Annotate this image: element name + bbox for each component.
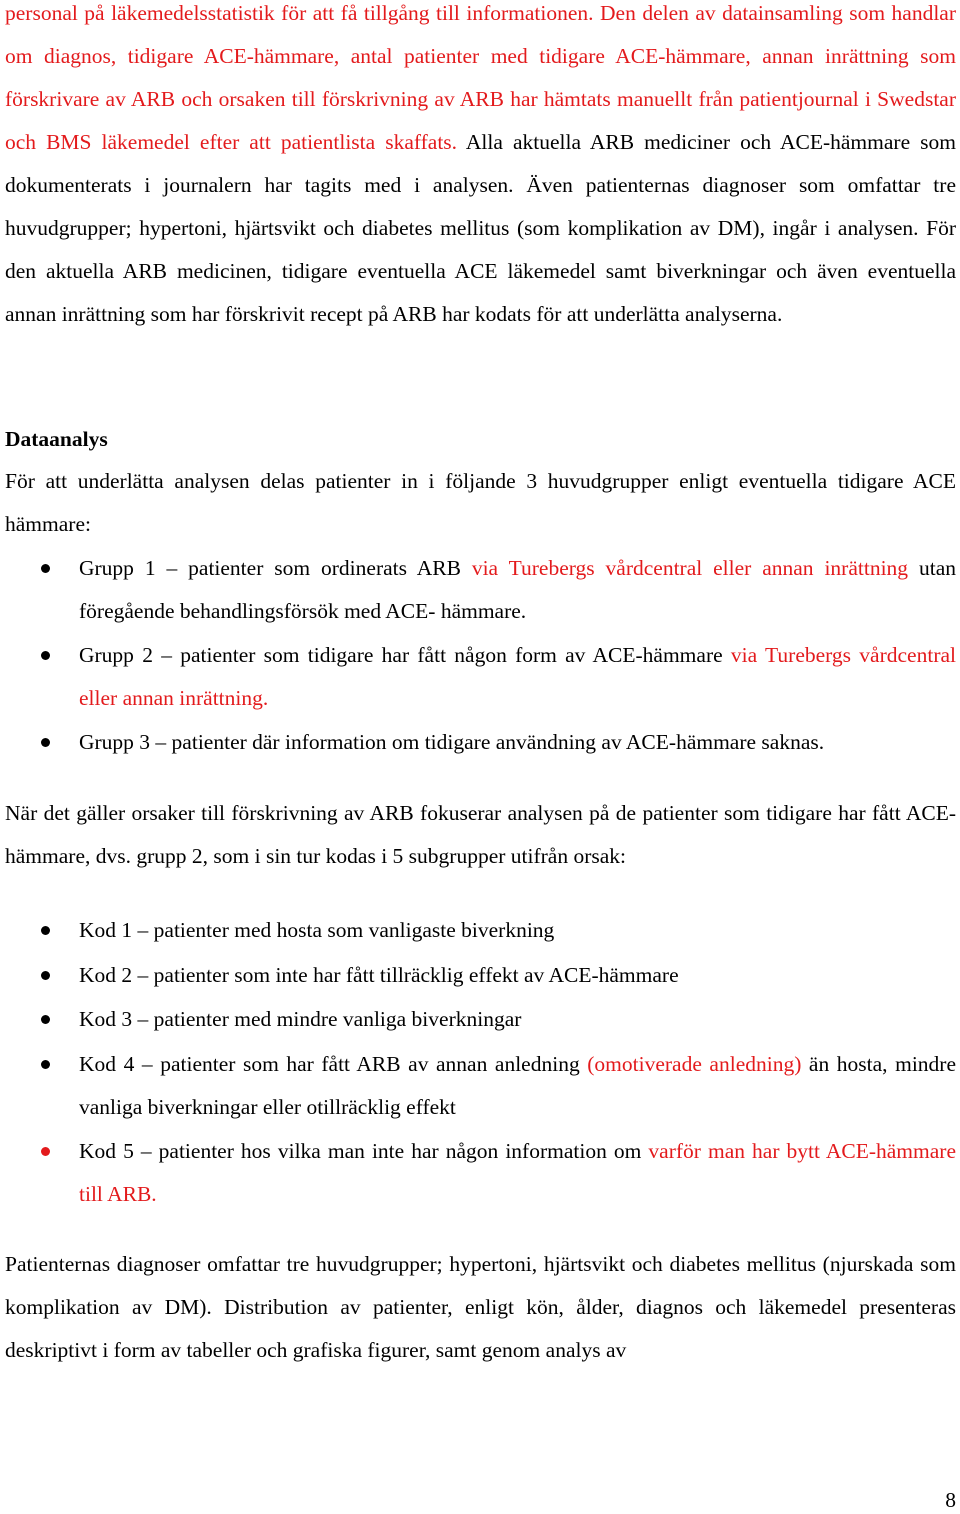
page-number: 8 — [945, 1488, 956, 1512]
list-item-group-1: Grupp 1 – patienter som ordinerats ARB via Turebergs vårdcentral eller annan inrättning utan föregående behandlingsförsök med ACE- hämmare. — [5, 547, 956, 634]
section-heading: Dataanalys — [5, 427, 108, 451]
group-list — [5, 547, 956, 764]
bullet-icon — [41, 926, 50, 935]
list-item-group-3: Grupp 3 – patienter där information om tidigare användning av ACE-hämmare saknas. — [5, 721, 956, 764]
list-item-code-5: Kod 5 – patienter hos vilka man inte har någon information om varför man har bytt ACE-hämmare till ARB. — [5, 1130, 956, 1217]
intro-black-text: Alla aktuella ARB mediciner och ACE-hämmare som dokumenterats i journalern har tagits med i analysen. Även patienternas diagnoser som omfattar tre huvudgrupper; hypertoni, hjärtsvikt och diabetes mellitus (som komplikation av DM), ingår i analysen. För den aktuella ARB medicinen, tidigare eventuella ACE läkemedel samt biverkningar och även eventuella annan inrättning som har förskrivit recept på ARB har kodats för att underlätta analyserna. — [5, 130, 956, 326]
list-item-group-2: Grupp 2 – patienter som tidigare har fått någon form av ACE-hämmare via Turebergs vårdcentral eller annan inrättning. — [5, 634, 956, 721]
reasons-paragraph: När det gäller orsaker till förskrivning av ARB fokuserar analysen på de patienter som tidigare har fått ACE-hämmare, dvs. grupp 2, som i sin tur kodas i 5 subgrupper utifrån orsak: — [5, 801, 956, 868]
bullet-icon — [41, 1060, 50, 1069]
code-list — [5, 909, 956, 1217]
bullet-icon — [41, 1015, 50, 1024]
bullet-icon — [41, 651, 50, 660]
list-item-code-3: Kod 3 – patienter med mindre vanliga biverkningar — [5, 998, 956, 1043]
intro-red-text: personal på läkemedelsstatistik för att få tillgång till informationen. Den delen av datainsamling som handlar om diagnos, tidigare ACE-hämmare, antal patienter med tidigare ACE-hämmare, annan inrättning som förskrivare av ARB och orsaken till förskrivning av ARB har hämtats manuellt från patientjournal i Swedstar och BMS läkemedel efter att patientlista skaffats. — [5, 1, 956, 154]
bullet-icon — [41, 738, 50, 747]
intro-paragraph — [5, 0, 956, 336]
bullet-icon — [41, 971, 50, 980]
list-item-code-4: Kod 4 – patienter som har fått ARB av annan anledning (omotiverade anledning) än hosta, mindre vanliga biverkningar eller otillräcklig effekt — [5, 1043, 956, 1130]
list-item-code-1: Kod 1 – patienter med hosta som vanligaste biverkning — [5, 909, 956, 954]
section-lead: För att underlätta analysen delas patienter in i följande 3 huvudgrupper enligt eventuella tidigare ACE hämmare: — [5, 469, 956, 536]
bullet-icon — [41, 1147, 50, 1156]
bullet-icon — [41, 564, 50, 573]
list-item-code-2: Kod 2 – patienter som inte har fått tillräcklig effekt av ACE-hämmare — [5, 954, 956, 999]
closing-paragraph: Patienternas diagnoser omfattar tre huvudgrupper; hypertoni, hjärtsvikt och diabetes mellitus (njurskada som komplikation av DM). Distribution av patienter, enligt kön, ålder, diagnos och läkemedel presenteras deskriptivt i form av tabeller och grafiska figurer, samt genom analys av — [5, 1252, 956, 1362]
